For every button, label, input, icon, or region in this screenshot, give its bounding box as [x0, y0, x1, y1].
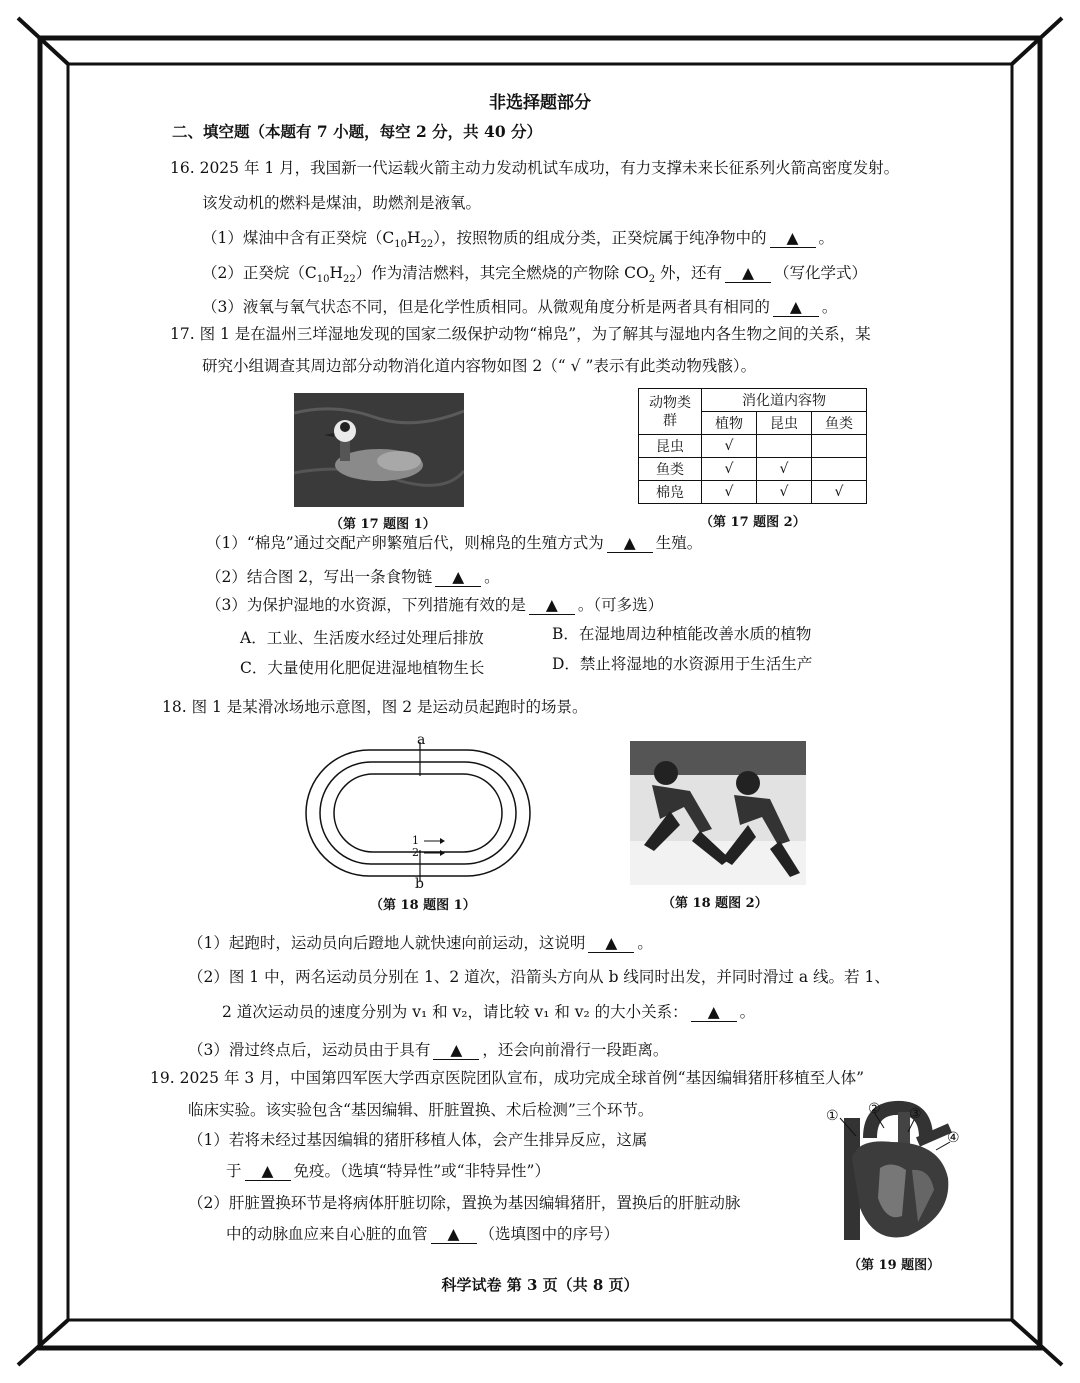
- q17-option-c[interactable]: C．大量使用化肥促进湿地植物生长: [240, 659, 485, 677]
- heart-label-1: ①: [826, 1108, 839, 1124]
- track-lane-1: 1: [412, 834, 419, 847]
- q16-part3: （3）液氧与氧气状态不同，但是化学性质相同。从微观角度分析是两者具有相同的 ▲ 。: [202, 298, 838, 316]
- page-title: 非选择题部分: [489, 93, 591, 113]
- table-row: 昆虫 √: [639, 435, 867, 458]
- q17-part1: （1）“棉凫”通过交配产卵繁殖后代，则棉凫的生殖方式为 ▲ 生殖。: [206, 534, 703, 552]
- q17-part3: （3）为保护湿地的水资源，下列措施有效的是 ▲ 。（可多选）: [206, 596, 664, 614]
- table-row: 鱼类 √ √: [639, 458, 867, 481]
- q19-part1-line1: （1）若将未经过基因编辑的猪肝移植人体，会产生排异反应，这属: [188, 1131, 648, 1149]
- table-row: 棉凫 √ √ √: [639, 481, 867, 504]
- table-header-content: 消化道内容物: [702, 389, 867, 412]
- table-col-fish: 鱼类: [812, 412, 867, 435]
- q18-fig2-caption: （第 18 题图 2）: [662, 896, 768, 911]
- heart-diagram: [822, 1098, 972, 1250]
- track-label-b: b: [415, 876, 424, 892]
- q18-track-diagram: [298, 728, 538, 894]
- q17-1-answer-blank[interactable]: ▲: [607, 534, 653, 553]
- heart-label-3: ③: [909, 1106, 922, 1122]
- q17-part2: （2）结合图 2，写出一条食物链 ▲ 。: [206, 568, 500, 586]
- q17-duck-photo: [294, 393, 464, 507]
- q17-option-a[interactable]: A．工业、生活废水经过处理后排放: [240, 629, 484, 647]
- q19-stem-line2: 临床实验。该实验包含“基因编辑、肝脏置换、术后检测”三个环节。: [188, 1101, 654, 1119]
- q19-fig-caption: （第 19 题图）: [848, 1258, 941, 1273]
- table-header-animal: 动物类群: [639, 389, 702, 435]
- q16-stem-line1: 16. 2025 年 1 月，我国新一代运载火箭主动力发动机试车成功，有力支撑未来长征系列火箭高密度发射。: [170, 159, 900, 177]
- q16-part2: （2）正癸烷$(C_{10}H_{22})$作为清洁燃料，其完全燃烧的产物除 $CO_2$ 外，还有 ▲ （写化学式）: [202, 264, 868, 286]
- q19-part2-line2: 中的动脉血应来自心脏的血管 ▲ （选填图中的序号）: [226, 1225, 620, 1243]
- q18-part2-line2: 2 道次运动员的速度分别为 v₁ 和 v₂，请比较 v₁ 和 v₂ 的大小关系： ▲ 。: [222, 1003, 756, 1021]
- q17-option-d[interactable]: D．禁止将湿地的水资源用于生活生产: [552, 655, 813, 673]
- q17-stem-line2: 研究小组调查其周边部分动物消化道内容物如图 2（“ √ ”表示有此类动物残骸）。: [202, 357, 757, 375]
- q17-3-answer-blank[interactable]: ▲: [529, 596, 575, 615]
- q18-part3: （3）滑过终点后，运动员由于具有 ▲ ，还会向前滑行一段距离。: [188, 1041, 669, 1059]
- q18-part1: （1）起跑时，运动员向后蹬地人就快速向前运动，这说明 ▲ 。: [188, 934, 653, 952]
- q16-2-answer-blank[interactable]: ▲: [725, 264, 771, 283]
- table-col-insect: 昆虫: [757, 412, 812, 435]
- q18-part2-line1: （2）图 1 中，两名运动员分别在 1、2 道次，沿箭头方向从 b 线同时出发，并同时滑过 a 线。若 1、: [188, 968, 890, 986]
- table-col-plant: 植物: [702, 412, 757, 435]
- q19-part2-line1: （2）肝脏置换环节是将病体肝脏切除，置换为基因编辑猪肝，置换后的肝脏动脉: [188, 1194, 741, 1212]
- q18-2-answer-blank[interactable]: ▲: [691, 1003, 737, 1022]
- q18-3-answer-blank[interactable]: ▲: [433, 1041, 479, 1060]
- section-heading: 二、填空题（本题有 7 小题，每空 2 分，共 40 分）: [172, 122, 543, 141]
- q17-option-b[interactable]: B．在湿地周边种植能改善水质的植物: [552, 625, 812, 643]
- q17-diet-table: [638, 388, 867, 504]
- q17-stem-line1: 17. 图 1 是在温州三垟湿地发现的国家二级保护动物“棉凫”，为了解其与湿地内各生物之间的关系，某: [170, 325, 871, 343]
- q18-stem: 18. 图 1 是某滑冰场地示意图，图 2 是运动员起跑时的场景。: [162, 698, 588, 716]
- q18-1-answer-blank[interactable]: ▲: [588, 934, 634, 953]
- q19-stem-line1: 19. 2025 年 3 月，中国第四军医大学西京医院团队宣布，成功完成全球首例“基因编辑猪肝移植至人体”: [150, 1069, 865, 1087]
- q17-fig1-caption: （第 17 题图 1）: [330, 517, 436, 532]
- q16-1-answer-blank[interactable]: ▲: [770, 229, 816, 248]
- track-lane-2: 2: [412, 846, 419, 859]
- q19-part1-line2: 于 ▲ 免疫。（选填“特异性”或“非特异性”）: [226, 1162, 550, 1180]
- page-footer: 科学试卷 第 3 页（共 8 页）: [441, 1276, 639, 1294]
- q17-fig2-caption: （第 17 题图 2）: [700, 515, 806, 530]
- q17-2-answer-blank[interactable]: ▲: [435, 568, 481, 587]
- q19-1-answer-blank[interactable]: ▲: [245, 1162, 291, 1181]
- track-label-a: a: [417, 732, 426, 748]
- heart-label-4: ④: [947, 1130, 960, 1146]
- heart-label-2: ②: [868, 1101, 881, 1117]
- q16-stem-line2: 该发动机的燃料是煤油，助燃剂是液氧。: [202, 194, 482, 212]
- q16-3-answer-blank[interactable]: ▲: [773, 298, 819, 317]
- q18-fig1-caption: （第 18 题图 1）: [370, 898, 476, 913]
- q19-2-answer-blank[interactable]: ▲: [431, 1225, 477, 1244]
- q16-part1: （1）煤油中含有正癸烷$(C_{10}H_{22})$，按照物质的组成分类，正癸烷属于纯净物中的 ▲ 。: [202, 229, 835, 251]
- q18-skaters-photo: [630, 741, 806, 885]
